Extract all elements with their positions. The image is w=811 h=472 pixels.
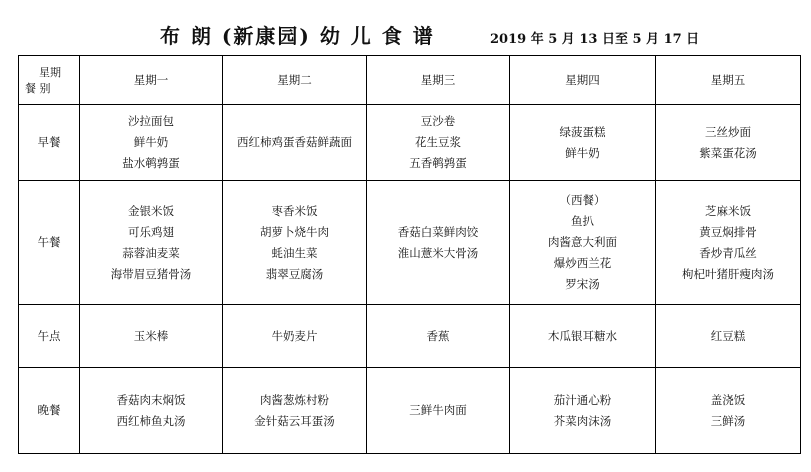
menu-cell-thu bbox=[510, 105, 656, 181]
dish-item: 香菇肉末焖饭 bbox=[116, 392, 186, 407]
corner-cell bbox=[19, 56, 80, 105]
menu-cell-thu bbox=[510, 368, 656, 454]
menu-cell-wed bbox=[367, 305, 510, 368]
dish-item: 枸杞叶猪肝瘦肉汤 bbox=[682, 266, 774, 281]
meal-row bbox=[19, 105, 801, 181]
dish-item: 香蕉 bbox=[426, 328, 450, 343]
dish-item: 豆沙卷 bbox=[420, 114, 456, 128]
menu-cell-tue bbox=[223, 368, 367, 454]
dish-item: 茄汁通心粉 bbox=[553, 392, 612, 407]
dish-item: 西红柿鸡蛋香菇鲜蔬面 bbox=[237, 135, 352, 149]
day-header-wed: 星期三 bbox=[367, 56, 510, 105]
page-title: 布 朗 (新康园) 幼 儿 食 谱 bbox=[160, 24, 435, 48]
meal-name: 早餐 bbox=[19, 105, 80, 181]
menu-cell-mon bbox=[80, 181, 223, 305]
dish-item: 紫菜蛋花汤 bbox=[699, 145, 757, 160]
menu-cell-fri bbox=[656, 105, 801, 181]
dish-item: 鲜牛奶 bbox=[133, 135, 169, 149]
dish-item: 三丝炒面 bbox=[705, 124, 751, 139]
dish-item: 芝麻米饭 bbox=[705, 203, 751, 218]
dish-item: 芥菜肉沫汤 bbox=[553, 413, 612, 428]
dish-item: 肉酱葱炼村粉 bbox=[260, 392, 329, 407]
meal-name: 晚餐 bbox=[19, 368, 80, 454]
menu-cell-wed bbox=[367, 181, 510, 305]
menu-cell-fri bbox=[656, 181, 801, 305]
dish-item: 爆炒西兰花 bbox=[553, 256, 612, 270]
dish-item: 鱼扒 bbox=[571, 214, 594, 228]
dish-item: 牛奶麦片 bbox=[271, 328, 318, 343]
menu-cell-mon bbox=[80, 105, 223, 181]
menu-cell-fri bbox=[656, 368, 801, 454]
menu-cell-fri bbox=[656, 305, 801, 368]
day-header-tue: 星期二 bbox=[223, 56, 367, 105]
dish-item: 五香鹌鹑蛋 bbox=[409, 156, 467, 170]
menu-cell-wed bbox=[367, 105, 510, 181]
menu-cell-wed bbox=[367, 368, 510, 454]
date-range: 2019 年 5 月 13 日至 5 月 17 日 bbox=[490, 32, 700, 47]
menu-cell-thu bbox=[510, 305, 656, 368]
dish-item: 红豆糕 bbox=[710, 328, 746, 343]
dish-item: 金针菇云耳蛋汤 bbox=[254, 413, 335, 428]
dish-item: 香炒青瓜丝 bbox=[699, 245, 757, 260]
menu-cell-tue bbox=[223, 181, 367, 305]
dish-item: 三鲜汤 bbox=[710, 413, 746, 428]
day-header-thu: 星期四 bbox=[510, 56, 656, 105]
meal-row bbox=[19, 368, 801, 454]
dish-item: 香菇白菜鲜肉饺 bbox=[397, 224, 479, 239]
dish-item: 胡萝卜烧牛肉 bbox=[260, 224, 329, 239]
meal-row bbox=[19, 305, 801, 368]
dish-item: 花生豆浆 bbox=[415, 135, 461, 149]
dish-item: 盖浇饭 bbox=[710, 392, 746, 407]
day-header-mon: 星期一 bbox=[80, 56, 223, 105]
dish-item: 可乐鸡翅 bbox=[128, 224, 174, 239]
dish-item: 蒜蓉油麦菜 bbox=[122, 245, 180, 260]
dish-item: 木瓜银耳糖水 bbox=[548, 328, 617, 343]
dish-item: 沙拉面包 bbox=[128, 114, 174, 128]
dish-item: 三鲜牛肉面 bbox=[409, 403, 467, 417]
dish-item: 玉米棒 bbox=[133, 328, 169, 343]
day-header-fri: 星期五 bbox=[656, 56, 801, 105]
dish-item: 西红柿鱼丸汤 bbox=[116, 413, 186, 428]
dish-item: 绿菠蛋糕 bbox=[559, 124, 606, 139]
dish-item: 鲜牛奶 bbox=[565, 145, 600, 160]
dish-item: （西餐） bbox=[559, 193, 606, 207]
dish-item: 金银米饭 bbox=[128, 203, 174, 218]
dish-item: 海带眉豆猪骨汤 bbox=[110, 266, 192, 281]
corner-meal-label: 餐 别 bbox=[25, 82, 51, 95]
dish-item: 翡翠豆腐汤 bbox=[265, 266, 324, 281]
menu-cell-tue bbox=[223, 305, 367, 368]
menu-cell-thu bbox=[510, 181, 656, 305]
menu-cell-mon bbox=[80, 368, 223, 454]
menu-table bbox=[18, 55, 801, 454]
dish-item: 黄豆焖排骨 bbox=[699, 224, 757, 239]
header bbox=[0, 0, 811, 54]
header-row bbox=[19, 56, 801, 105]
dish-item: 肉酱意大利面 bbox=[548, 235, 617, 249]
meal-name: 午点 bbox=[19, 305, 80, 368]
corner-weekday-label: 星期 bbox=[39, 66, 61, 79]
menu-body bbox=[19, 105, 801, 454]
menu-cell-mon bbox=[80, 305, 223, 368]
dish-item: 蚝油生菜 bbox=[271, 245, 318, 260]
menu-cell-tue bbox=[223, 105, 367, 181]
meal-name: 午餐 bbox=[19, 181, 80, 305]
dish-item: 盐水鹌鹑蛋 bbox=[122, 156, 180, 170]
dish-item: 淮山薏米大骨汤 bbox=[397, 245, 479, 260]
meal-row bbox=[19, 181, 801, 305]
dish-item: 枣香米饭 bbox=[271, 203, 318, 218]
dish-item: 罗宋汤 bbox=[565, 277, 600, 291]
